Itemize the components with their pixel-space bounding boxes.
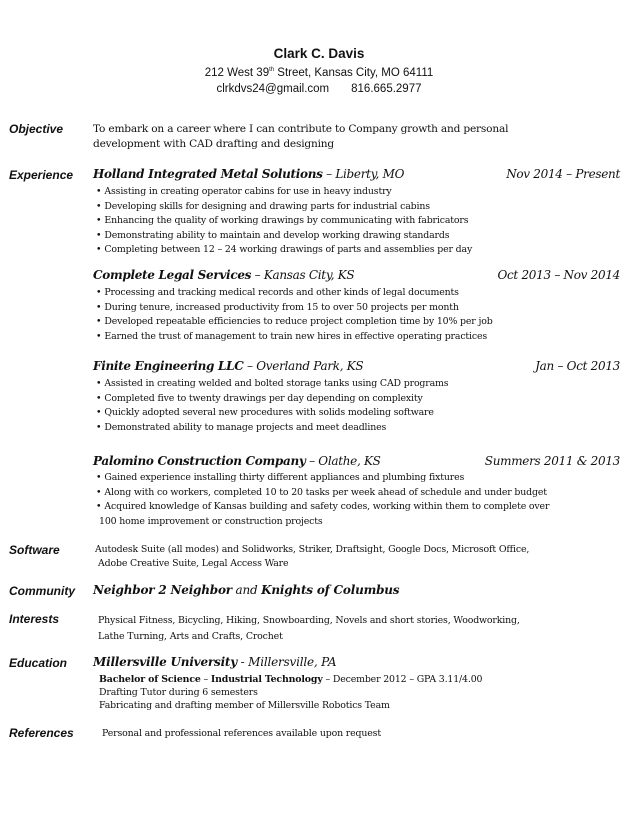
job-heading <box>93 268 620 283</box>
references-label: References <box>9 726 74 740</box>
job-bullets <box>96 471 620 515</box>
major: Industrial Technology <box>210 674 323 685</box>
job-heading <box>93 454 620 469</box>
community-line: Neighbor 2 Neighbor and Knights of Columbus <box>93 583 400 597</box>
company-name: Finite Engineering LLC <box>93 359 244 373</box>
job-entry <box>93 454 620 529</box>
community-section <box>93 583 620 598</box>
job-dates: Nov 2014 – Present <box>506 167 620 181</box>
bullet-item: • Processing and tracking medical records and other kinds of legal documents <box>96 286 620 301</box>
bullet-item: • Gained experience installing thirty different appliances and plumbing fixtures <box>96 471 620 486</box>
interests-section <box>98 613 620 645</box>
job-entry <box>93 167 620 258</box>
objective-line: development with CAD drafting and designing <box>93 138 334 150</box>
job-bullets <box>96 377 620 435</box>
software-line: Adobe Creative Suite, Legal Access Ware <box>98 558 289 569</box>
bullet-item: • Demonstrating ability to maintain and develop working drawing standards <box>96 229 620 244</box>
job-entry <box>93 268 620 344</box>
candidate-name: Clark C. Davis <box>273 46 365 61</box>
phone: 816.665.2977 <box>351 82 422 95</box>
job-dates: Oct 2013 – Nov 2014 <box>497 268 620 282</box>
references-section <box>102 727 620 741</box>
resume-header <box>0 46 638 97</box>
references-text: Personal and professional references available upon request <box>102 728 381 739</box>
bullet-item: • Earned the trust of management to train new hires in effective operating practices <box>96 330 620 345</box>
interests-line: Lathe Turning, Arts and Crafts, Crochet <box>98 631 283 642</box>
job-location: – Kansas City, KS <box>251 268 355 282</box>
software-section <box>95 543 620 571</box>
company-name: Holland Integrated Metal Solutions <box>93 167 323 181</box>
bullet-item: • During tenure, increased productivity from 15 to over 50 projects per month <box>96 301 620 316</box>
community-org: Neighbor 2 Neighbor <box>93 583 232 597</box>
bullet-continuation: 100 home improvement or construction projects <box>99 515 323 527</box>
company-name: Complete Legal Services <box>93 268 252 282</box>
bullet-item: • Acquired knowledge of Kansas building and safety codes, working within them to complete over <box>96 500 620 515</box>
interests-line: Physical Fitness, Bicycling, Hiking, Snowboarding, Novels and short stories, Woodworking, <box>98 615 520 626</box>
bullet-item: • Completed five to twenty drawings per day depending on complexity <box>96 392 620 407</box>
bullet-item: • Developing skills for designing and drawing parts for industrial cabins <box>96 200 620 215</box>
education-section <box>93 655 620 712</box>
bullet-item: • Assisting in creating operator cabins for use in heavy industry <box>96 185 620 200</box>
education-line: Drafting Tutor during 6 semesters <box>99 687 258 698</box>
job-heading <box>93 167 620 182</box>
education-line: Fabricating and drafting member of Millersville Robotics Team <box>99 700 390 711</box>
job-entry <box>93 359 620 435</box>
education-school-line <box>93 655 620 670</box>
company-name: Palomino Construction Company <box>93 454 306 468</box>
bullet-item: • Developed repeatable efficiencies to reduce project completion time by 10% per job <box>96 315 620 330</box>
job-location: – Liberty, MO <box>322 167 405 181</box>
school-location: - Millersville, PA <box>237 655 337 669</box>
contact-line <box>0 81 638 97</box>
community-org: Knights of Columbus <box>261 583 400 597</box>
job-dates: Summers 2011 & 2013 <box>484 454 620 468</box>
experience-label: Experience <box>9 168 74 182</box>
bullet-item: • Completing between 12 – 24 working drawings of parts and assemblies per day <box>96 243 620 258</box>
objective-section <box>93 122 620 152</box>
job-dates: Jan – Oct 2013 <box>535 359 620 373</box>
job-heading <box>93 359 620 374</box>
education-details <box>99 673 620 712</box>
bullet-item: • Demonstrated ability to manage projects and meet deadlines <box>96 421 620 436</box>
degree: Bachelor of Science <box>99 674 201 685</box>
software-label: Software <box>9 543 60 557</box>
job-bullets <box>96 286 620 344</box>
interests-label: Interests <box>9 612 60 626</box>
job-location: – Overland Park, KS <box>243 359 364 373</box>
bullet-item: • Quickly adopted several new procedures with solids modeling software <box>96 406 620 421</box>
community-label: Community <box>9 584 75 598</box>
bullet-item: • Enhancing the quality of working drawings by communicating with fabricators <box>96 214 620 229</box>
objective-label: Objective <box>9 122 64 136</box>
email: clrkdvs24@gmail.com <box>216 82 330 95</box>
address: 212 West 39th Street, Kansas City, MO 64111 <box>204 66 434 79</box>
job-bullets <box>96 185 620 258</box>
objective-line: To embark on a career where I can contribute to Company growth and personal <box>93 123 509 135</box>
bullet-item: • Assisted in creating welded and bolted storage tanks using CAD programs <box>96 377 620 392</box>
job-location: – Olathe, KS <box>305 454 381 468</box>
education-label: Education <box>9 656 68 670</box>
software-line: Autodesk Suite (all modes) and Solidworks, Striker, Draftsight, Google Docs, Microsoft Office, <box>95 544 530 555</box>
bullet-item: • Along with co workers, completed 10 to 20 tasks per week ahead of schedule and under budget <box>96 486 620 501</box>
school-name: Millersville University <box>93 655 238 669</box>
degree-line: Bachelor of Science – Industrial Technology – December 2012 – GPA 3.11/4.00 <box>99 674 483 685</box>
